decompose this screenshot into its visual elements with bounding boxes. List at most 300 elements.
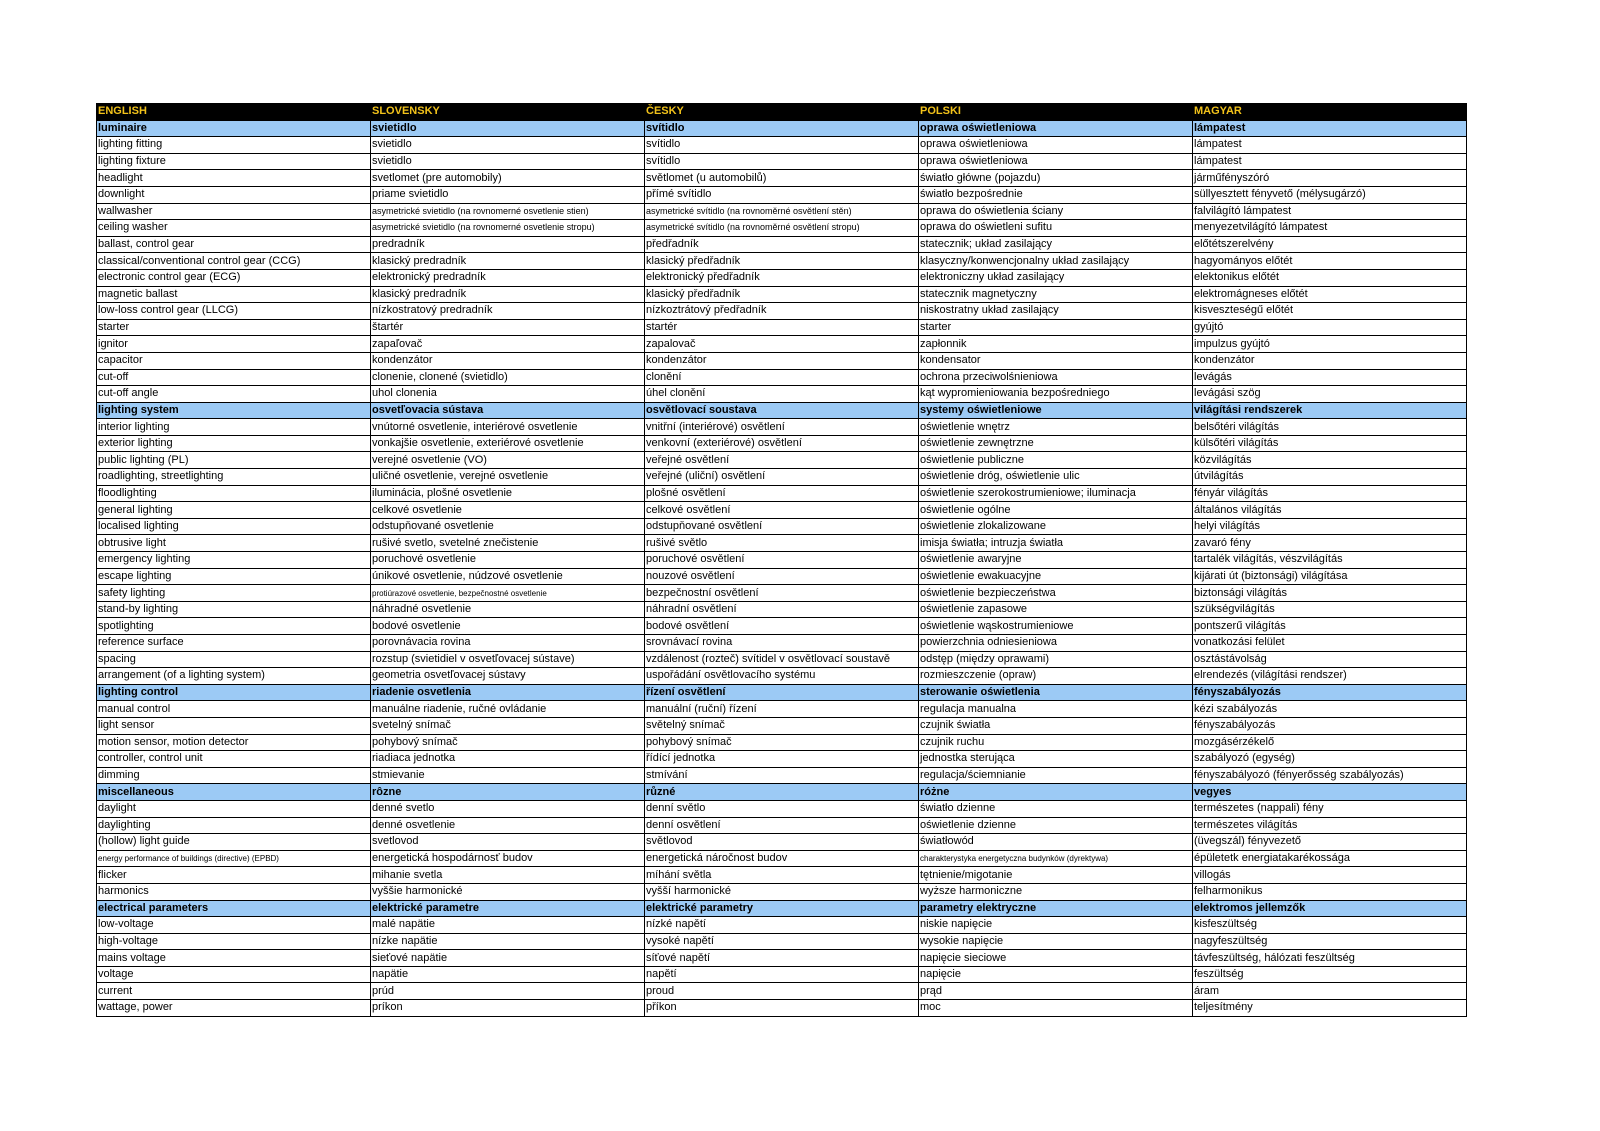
table-row: [97, 834, 1467, 851]
cell-slovensky: rozstup (svietidiel v osvetľovacej sústave): [371, 651, 645, 668]
cell-english: motion sensor, motion detector: [97, 734, 371, 751]
cell-english: current: [97, 983, 371, 1000]
cell-magyar: fényár világítás: [1193, 485, 1467, 502]
cell-magyar: lámpatest: [1193, 120, 1467, 137]
cell-magyar: lámpatest: [1193, 153, 1467, 170]
cell-slovensky: náhradné osvetlenie: [371, 601, 645, 618]
cell-polski: rozmieszczenie (opraw): [919, 668, 1193, 685]
header-cell-magyar: MAGYAR: [1193, 104, 1467, 121]
cell-polski: systemy oświetleniowe: [919, 402, 1193, 419]
cell-polski: kondensator: [919, 352, 1193, 369]
cell-english: public lighting (PL): [97, 452, 371, 469]
table-row: [97, 1000, 1467, 1017]
cell-slovensky: denné svetlo: [371, 800, 645, 817]
cell-english: high-voltage: [97, 933, 371, 950]
cell-slovensky: mihanie svetla: [371, 867, 645, 884]
table-row: [97, 552, 1467, 569]
table-row: [97, 751, 1467, 768]
cell-slovensky: geometria osvetľovacej sústavy: [371, 668, 645, 685]
cell-magyar: elektonikus előtét: [1193, 269, 1467, 286]
cell-cesky: klasický předřadník: [645, 253, 919, 270]
cell-english: electrical parameters: [97, 900, 371, 917]
cell-magyar: mozgásérzékelő: [1193, 734, 1467, 751]
cell-english: stand-by lighting: [97, 601, 371, 618]
cell-slovensky: únikové osvetlenie, núdzové osvetlenie: [371, 568, 645, 585]
cell-english: headlight: [97, 170, 371, 187]
cell-cesky: řízení osvětlení: [645, 684, 919, 701]
cell-slovensky: riadiaca jednotka: [371, 751, 645, 768]
cell-cesky: míhání světla: [645, 867, 919, 884]
cell-english: reference surface: [97, 635, 371, 652]
cell-polski: statecznik; układ zasilający: [919, 236, 1193, 253]
header-cell-english: ENGLISH: [97, 104, 371, 121]
cell-polski: oświetlenie dróg, oświetlenie ulic: [919, 469, 1193, 486]
cell-slovensky: iluminácia, plošné osvetlenie: [371, 485, 645, 502]
cell-polski: regulacja/ściemnianie: [919, 767, 1193, 784]
cell-polski: wyższe harmoniczne: [919, 883, 1193, 900]
cell-magyar: süllyesztett fényvető (mélysugárzó): [1193, 186, 1467, 203]
table-row: [97, 585, 1467, 602]
cell-slovensky: vnútorné osvetlenie, interiérové osvetlenie: [371, 419, 645, 436]
cell-magyar: hagyományos előtét: [1193, 253, 1467, 270]
section-row: [97, 784, 1467, 801]
cell-polski: oświetlenie zewnętrzne: [919, 435, 1193, 452]
cell-magyar: fényszabályozás: [1193, 684, 1467, 701]
table-row: [97, 867, 1467, 884]
section-row: [97, 900, 1467, 917]
cell-english: miscellaneous: [97, 784, 371, 801]
cell-english: floodlighting: [97, 485, 371, 502]
cell-cesky: uspořádání osvětlovacího systému: [645, 668, 919, 685]
cell-cesky: poruchové osvětlení: [645, 552, 919, 569]
table-row: [97, 236, 1467, 253]
cell-magyar: előtétszerelvény: [1193, 236, 1467, 253]
cell-cesky: svítidlo: [645, 153, 919, 170]
cell-magyar: áram: [1193, 983, 1467, 1000]
table-row: [97, 303, 1467, 320]
cell-cesky: osvětlovací soustava: [645, 402, 919, 419]
table-row: [97, 186, 1467, 203]
table-row: [97, 535, 1467, 552]
cell-cesky: rušivé světlo: [645, 535, 919, 552]
cell-slovensky: uličné osvetlenie, verejné osvetlenie: [371, 469, 645, 486]
cell-cesky: řídící jednotka: [645, 751, 919, 768]
cell-english: spacing: [97, 651, 371, 668]
cell-cesky: plošné osvětlení: [645, 485, 919, 502]
cell-magyar: természetes világítás: [1193, 817, 1467, 834]
cell-polski: oświetlenie ogólne: [919, 502, 1193, 519]
table-row: [97, 983, 1467, 1000]
cell-polski: oprawa oświetleniowa: [919, 153, 1193, 170]
table-row: [97, 966, 1467, 983]
cell-magyar: impulzus gyújtó: [1193, 336, 1467, 353]
cell-cesky: bezpečnostní osvětlení: [645, 585, 919, 602]
table-row: [97, 668, 1467, 685]
table-row: [97, 170, 1467, 187]
table-row: [97, 469, 1467, 486]
cell-english: low-loss control gear (LLCG): [97, 303, 371, 320]
cell-cesky: úhel clonění: [645, 386, 919, 403]
cell-magyar: elektromos jellemzők: [1193, 900, 1467, 917]
cell-polski: światło główne (pojazdu): [919, 170, 1193, 187]
cell-cesky: odstupňované osvětlení: [645, 518, 919, 535]
cell-english: wallwasher: [97, 203, 371, 220]
cell-slovensky: svietidlo: [371, 120, 645, 137]
cell-slovensky: zapaľovač: [371, 336, 645, 353]
cell-magyar: menyezetvilágító lámpatest: [1193, 220, 1467, 237]
cell-slovensky: energetická hospodárnosť budov: [371, 850, 645, 867]
cell-english: energy performance of buildings (directive) (EPBD): [97, 850, 371, 867]
cell-cesky: startér: [645, 319, 919, 336]
cell-magyar: járműfényszóró: [1193, 170, 1467, 187]
cell-english: light sensor: [97, 717, 371, 734]
cell-magyar: (üvegszál) fényvezető: [1193, 834, 1467, 851]
cell-polski: niskie napięcie: [919, 917, 1193, 934]
cell-magyar: pontszerű világítás: [1193, 618, 1467, 635]
table-row: [97, 319, 1467, 336]
cell-cesky: energetická náročnost budov: [645, 850, 919, 867]
cell-english: safety lighting: [97, 585, 371, 602]
cell-slovensky: nízkostratový predradník: [371, 303, 645, 320]
table-row: [97, 950, 1467, 967]
cell-slovensky: verejné osvetlenie (VO): [371, 452, 645, 469]
cell-english: voltage: [97, 966, 371, 983]
cell-polski: czujnik światła: [919, 717, 1193, 734]
cell-cesky: denní světlo: [645, 800, 919, 817]
cell-english: mains voltage: [97, 950, 371, 967]
cell-cesky: svítidlo: [645, 120, 919, 137]
cell-english: general lighting: [97, 502, 371, 519]
cell-cesky: elektrické parametry: [645, 900, 919, 917]
cell-cesky: nouzové osvětlení: [645, 568, 919, 585]
cell-magyar: zavaró fény: [1193, 535, 1467, 552]
cell-magyar: fényszabályozó (fényerősség szabályozás): [1193, 767, 1467, 784]
cell-english: harmonics: [97, 883, 371, 900]
cell-polski: napięcie: [919, 966, 1193, 983]
cell-slovensky: protiúrazové osvetlenie, bezpečnostné osvetlenie: [371, 585, 645, 602]
cell-magyar: kézi szabályozás: [1193, 701, 1467, 718]
cell-polski: odstęp (między oprawami): [919, 651, 1193, 668]
glossary-table: [96, 103, 1467, 1017]
cell-polski: oświetlenie ewakuacyjne: [919, 568, 1193, 585]
cell-slovensky: svietidlo: [371, 153, 645, 170]
cell-magyar: épületetk energiatakarékossága: [1193, 850, 1467, 867]
cell-cesky: nízké napětí: [645, 917, 919, 934]
cell-slovensky: prúd: [371, 983, 645, 1000]
cell-slovensky: poruchové osvetlenie: [371, 552, 645, 569]
cell-magyar: kisfeszültség: [1193, 917, 1467, 934]
cell-cesky: celkové osvětlení: [645, 502, 919, 519]
cell-english: interior lighting: [97, 419, 371, 436]
cell-cesky: nízkoztrátový předřadník: [645, 303, 919, 320]
cell-slovensky: nízke napätie: [371, 933, 645, 950]
cell-english: exterior lighting: [97, 435, 371, 452]
cell-cesky: světelný snímač: [645, 717, 919, 734]
cell-english: lighting control: [97, 684, 371, 701]
cell-magyar: kisveszteségű előtét: [1193, 303, 1467, 320]
cell-magyar: elektromágneses előtét: [1193, 286, 1467, 303]
cell-cesky: stmívání: [645, 767, 919, 784]
table-row: [97, 485, 1467, 502]
cell-cesky: vyšší harmonické: [645, 883, 919, 900]
cell-polski: oświetlenie publiczne: [919, 452, 1193, 469]
table-row: [97, 734, 1467, 751]
header-cell-cesky: ČESKY: [645, 104, 919, 121]
cell-english: arrangement (of a lighting system): [97, 668, 371, 685]
cell-slovensky: odstupňované osvetlenie: [371, 518, 645, 535]
cell-english: magnetic ballast: [97, 286, 371, 303]
cell-cesky: příkon: [645, 1000, 919, 1017]
cell-english: lighting fixture: [97, 153, 371, 170]
cell-polski: sterowanie oświetlenia: [919, 684, 1193, 701]
cell-cesky: veřejné osvětlení: [645, 452, 919, 469]
cell-slovensky: svietidlo: [371, 137, 645, 154]
cell-magyar: külsőtéri világítás: [1193, 435, 1467, 452]
table-row: [97, 635, 1467, 652]
cell-polski: powierzchnia odniesieniowa: [919, 635, 1193, 652]
table-row: [97, 269, 1467, 286]
cell-cesky: bodové osvětlení: [645, 618, 919, 635]
table-row: [97, 717, 1467, 734]
table-row: [97, 153, 1467, 170]
cell-magyar: tartalék világítás, vészvilágítás: [1193, 552, 1467, 569]
cell-polski: niskostratny układ zasilający: [919, 303, 1193, 320]
table-row: [97, 518, 1467, 535]
cell-polski: światłowód: [919, 834, 1193, 851]
cell-slovensky: malé napätie: [371, 917, 645, 934]
cell-polski: czujnik ruchu: [919, 734, 1193, 751]
cell-cesky: pohybový snímač: [645, 734, 919, 751]
cell-slovensky: vyššie harmonické: [371, 883, 645, 900]
table-row: [97, 917, 1467, 934]
cell-slovensky: manuálne riadenie, ručné ovládanie: [371, 701, 645, 718]
cell-polski: regulacja manualna: [919, 701, 1193, 718]
cell-slovensky: klasický predradník: [371, 253, 645, 270]
table-row: [97, 137, 1467, 154]
cell-polski: tętnienie/migotanie: [919, 867, 1193, 884]
cell-slovensky: denné osvetlenie: [371, 817, 645, 834]
cell-magyar: elrendezés (világítási rendszer): [1193, 668, 1467, 685]
cell-english: roadlighting, streetlighting: [97, 469, 371, 486]
cell-polski: statecznik magnetyczny: [919, 286, 1193, 303]
cell-slovensky: celkové osvetlenie: [371, 502, 645, 519]
cell-polski: różne: [919, 784, 1193, 801]
cell-magyar: közvilágítás: [1193, 452, 1467, 469]
cell-english: capacitor: [97, 352, 371, 369]
cell-magyar: helyi világítás: [1193, 518, 1467, 535]
cell-slovensky: asymetrické svietidlo (na rovnomerné osvetlenie stropu): [371, 220, 645, 237]
table-row: [97, 618, 1467, 635]
cell-polski: światło bezpośrednie: [919, 186, 1193, 203]
cell-english: downlight: [97, 186, 371, 203]
cell-slovensky: elektrické parametre: [371, 900, 645, 917]
cell-magyar: felharmonikus: [1193, 883, 1467, 900]
cell-english: luminaire: [97, 120, 371, 137]
cell-polski: kąt wypromieniowania bezpośredniego: [919, 386, 1193, 403]
cell-english: escape lighting: [97, 568, 371, 585]
cell-cesky: srovnávací rovina: [645, 635, 919, 652]
cell-polski: oświetlenie awaryjne: [919, 552, 1193, 569]
cell-cesky: vysoké napětí: [645, 933, 919, 950]
cell-cesky: asymetrické svítidlo (na rovnoměrné osvětlení stropu): [645, 220, 919, 237]
cell-cesky: síťové napětí: [645, 950, 919, 967]
cell-cesky: vzdálenost (rozteč) svítidel v osvětlovací soustavě: [645, 651, 919, 668]
cell-english: classical/conventional control gear (CCG): [97, 253, 371, 270]
table-row: [97, 933, 1467, 950]
table-row: [97, 419, 1467, 436]
cell-polski: oświetlenie wnętrz: [919, 419, 1193, 436]
cell-slovensky: osvetľovacia sústava: [371, 402, 645, 419]
table-row: [97, 286, 1467, 303]
cell-magyar: villogás: [1193, 867, 1467, 884]
cell-english: cut-off angle: [97, 386, 371, 403]
table-row: [97, 435, 1467, 452]
cell-english: ceiling washer: [97, 220, 371, 237]
cell-polski: zapłonnik: [919, 336, 1193, 353]
cell-magyar: lámpatest: [1193, 137, 1467, 154]
header-cell-slovensky: SLOVENSKY: [371, 104, 645, 121]
cell-magyar: belsőtéri világítás: [1193, 419, 1467, 436]
cell-english: lighting system: [97, 402, 371, 419]
cell-polski: oświetlenie wąskostrumieniowe: [919, 618, 1193, 635]
cell-cesky: kondenzátor: [645, 352, 919, 369]
cell-polski: parametry elektryczne: [919, 900, 1193, 917]
cell-magyar: természetes (nappali) fény: [1193, 800, 1467, 817]
cell-polski: elektroniczny układ zasilający: [919, 269, 1193, 286]
cell-cesky: světlovod: [645, 834, 919, 851]
cell-cesky: náhradní osvětlení: [645, 601, 919, 618]
table-row: [97, 502, 1467, 519]
cell-english: controller, control unit: [97, 751, 371, 768]
cell-magyar: fényszabályozás: [1193, 717, 1467, 734]
cell-slovensky: priame svietidlo: [371, 186, 645, 203]
section-row: [97, 402, 1467, 419]
cell-polski: oświetlenie zapasowe: [919, 601, 1193, 618]
cell-magyar: világítási rendszerek: [1193, 402, 1467, 419]
cell-polski: oprawa do oświetleni sufitu: [919, 220, 1193, 237]
cell-english: emergency lighting: [97, 552, 371, 569]
cell-magyar: általános világítás: [1193, 502, 1467, 519]
table-row: [97, 568, 1467, 585]
cell-english: electronic control gear (ECG): [97, 269, 371, 286]
cell-slovensky: rôzne: [371, 784, 645, 801]
cell-magyar: kijárati út (biztonsági) világítása: [1193, 568, 1467, 585]
header-row: [97, 104, 1467, 121]
cell-slovensky: rušivé svetlo, svetelné znečistenie: [371, 535, 645, 552]
cell-slovensky: príkon: [371, 1000, 645, 1017]
cell-cesky: denní osvětlení: [645, 817, 919, 834]
cell-cesky: proud: [645, 983, 919, 1000]
cell-polski: jednostka sterująca: [919, 751, 1193, 768]
cell-polski: moc: [919, 1000, 1193, 1017]
cell-cesky: vnitřní (interiérové) osvětlení: [645, 419, 919, 436]
cell-english: starter: [97, 319, 371, 336]
table-row: [97, 253, 1467, 270]
cell-slovensky: klasický predradník: [371, 286, 645, 303]
cell-english: manual control: [97, 701, 371, 718]
cell-polski: charakterystyka energetyczna budynków (dyrektywa): [919, 850, 1193, 867]
cell-english: flicker: [97, 867, 371, 884]
cell-polski: ochrona przeciwolśnieniowa: [919, 369, 1193, 386]
cell-polski: oświetlenie szerokostrumieniowe; iluminacja: [919, 485, 1193, 502]
cell-english: ignitor: [97, 336, 371, 353]
cell-cesky: přímé svítidlo: [645, 186, 919, 203]
cell-magyar: levágási szög: [1193, 386, 1467, 403]
cell-slovensky: asymetrické svietidlo (na rovnomerné osvetlenie stien): [371, 203, 645, 220]
section-row: [97, 684, 1467, 701]
cell-english: spotlighting: [97, 618, 371, 635]
cell-cesky: zapalovač: [645, 336, 919, 353]
cell-magyar: szükségvilágítás: [1193, 601, 1467, 618]
table-row: [97, 369, 1467, 386]
cell-cesky: světlomet (u automobilů): [645, 170, 919, 187]
cell-polski: wysokie napięcie: [919, 933, 1193, 950]
cell-polski: napięcie sieciowe: [919, 950, 1193, 967]
cell-magyar: vegyes: [1193, 784, 1467, 801]
cell-english: dimming: [97, 767, 371, 784]
table-row: [97, 850, 1467, 867]
table-row: [97, 883, 1467, 900]
table-row: [97, 701, 1467, 718]
cell-cesky: různé: [645, 784, 919, 801]
cell-slovensky: stmievanie: [371, 767, 645, 784]
cell-polski: starter: [919, 319, 1193, 336]
cell-polski: klasyczny/konwencjonalny układ zasilający: [919, 253, 1193, 270]
cell-cesky: klasický předřadník: [645, 286, 919, 303]
cell-slovensky: clonenie, clonené (svietidlo): [371, 369, 645, 386]
cell-slovensky: riadenie osvetlenia: [371, 684, 645, 701]
section-row: [97, 120, 1467, 137]
table-row: [97, 452, 1467, 469]
cell-polski: oprawa do oświetlenia ściany: [919, 203, 1193, 220]
table-row: [97, 800, 1467, 817]
cell-slovensky: svetlovod: [371, 834, 645, 851]
cell-slovensky: kondenzátor: [371, 352, 645, 369]
cell-slovensky: sieťové napätie: [371, 950, 645, 967]
cell-slovensky: elektronický predradník: [371, 269, 645, 286]
cell-magyar: útvilágítás: [1193, 469, 1467, 486]
cell-magyar: osztástávolság: [1193, 651, 1467, 668]
cell-polski: prąd: [919, 983, 1193, 1000]
cell-cesky: asymetrické svítidlo (na rovnoměrné osvětlení stěn): [645, 203, 919, 220]
cell-slovensky: svetlomet (pre automobily): [371, 170, 645, 187]
table-row: [97, 203, 1467, 220]
cell-polski: imisja światła; intruzja światła: [919, 535, 1193, 552]
cell-english: (hollow) light guide: [97, 834, 371, 851]
cell-english: wattage, power: [97, 1000, 371, 1017]
cell-english: cut-off: [97, 369, 371, 386]
glossary-body: [97, 120, 1467, 1016]
table-row: [97, 220, 1467, 237]
cell-polski: oprawa oświetleniowa: [919, 120, 1193, 137]
cell-magyar: szabályozó (egység): [1193, 751, 1467, 768]
cell-polski: światło dzienne: [919, 800, 1193, 817]
cell-cesky: venkovní (exteriérové) osvětlení: [645, 435, 919, 452]
cell-magyar: távfeszültség, hálózati feszültség: [1193, 950, 1467, 967]
table-row: [97, 817, 1467, 834]
cell-polski: oświetlenie bezpieczeństwa: [919, 585, 1193, 602]
cell-magyar: kondenzátor: [1193, 352, 1467, 369]
header-cell-polski: POLSKI: [919, 104, 1193, 121]
cell-english: low-voltage: [97, 917, 371, 934]
cell-magyar: nagyfeszültség: [1193, 933, 1467, 950]
cell-cesky: veřejné (uliční) osvětlení: [645, 469, 919, 486]
cell-english: obtrusive light: [97, 535, 371, 552]
cell-magyar: vonatkozási felület: [1193, 635, 1467, 652]
table-row: [97, 386, 1467, 403]
cell-cesky: napětí: [645, 966, 919, 983]
cell-slovensky: porovnávacia rovina: [371, 635, 645, 652]
